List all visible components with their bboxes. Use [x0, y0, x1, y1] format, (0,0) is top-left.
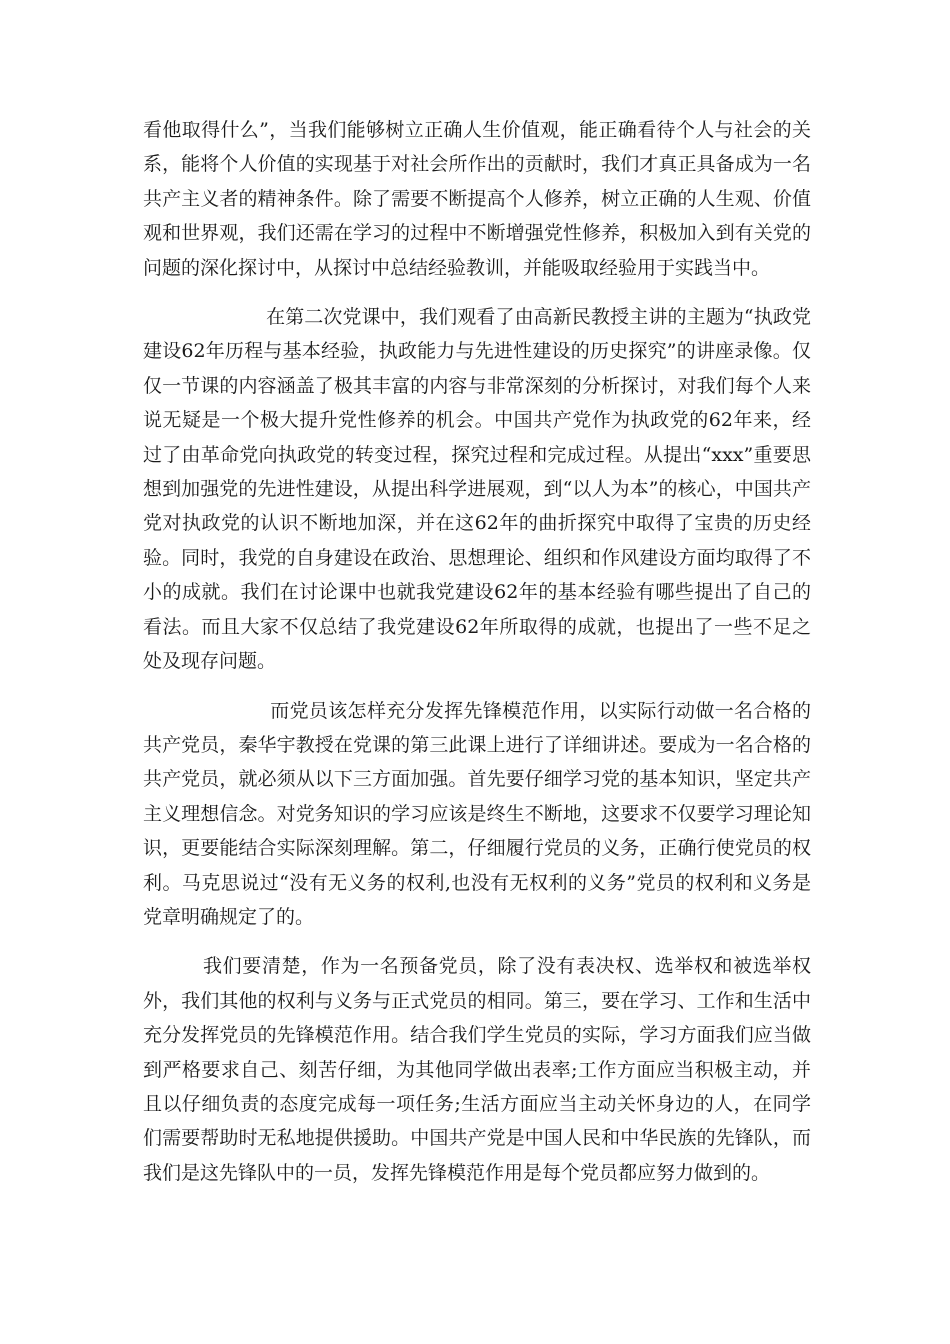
- document-page: [143, 113, 811, 1190]
- paragraph-3: 而党员该怎样充分发挥先锋模范作用，以实际行动做一名合格的共产党员，秦华宇教授在党课的第三此课上进行了详细讲述。要成为一名合格的共产党员，就必须从以下三方面加强。首先要仔细学习党的基本知识，坚定共产主义理想信念。对党务知识的学习应该是终生不断地，这要求不仅要学习理论知识，更要能结合实际深刻理解。第二，仔细履行党员的义务，正确行使党员的权利。马克思说过“没有无义务的权利,也没有无权利的义务”党员的权利和义务是党章明确规定了的。: [143, 699, 811, 928]
- paragraph-2: 在第二次党课中，我们观看了由高新民教授主讲的主题为“执政党建设62年历程与基本经验，执政能力与先进性建设的历史探究”的讲座录像。仅仅一节课的内容涵盖了极其丰富的内容与非常深刻的分析探讨，对我们每个人来说无疑是一个极大提升党性修养的机会。中国共产党作为执政党的62年来，经过了由革命党向执政党的转变过程，探究过程和完成过程。从提出“xxx”重要思想到加强党的先进性建设，从提出科学进展观，到“以人为本”的核心，中国共产党对执政党的认识不断地加深，并在这62年的曲折探究中取得了宝贵的历史经验。同时，我党的自身建设在政治、思想理论、组织和作风建设方面均取得了不小的成就。我们在讨论课中也就我党建设62年的基本经验有哪些提出了自己的看法。而且大家不仅总结了我党建设62年所取得的成就，也提出了一些不足之处及现存问题。: [143, 306, 811, 673]
- paragraph-1: 看他取得什么”，当我们能够树立正确人生价值观，能正确看待个人与社会的关系，能将个人价值的实现基于对社会所作出的贡献时，我们才真正具备成为一名共产主义者的精神条件。除了需要不断提高个人修养，树立正确的人生观、价值观和世界观，我们还需在学习的过程中不断增强党性修养，积极加入到有关党的问题的深化探讨中，从探讨中总结经验教训，并能吸取经验用于实践当中。: [143, 119, 811, 279]
- paragraph-4: 我们要清楚，作为一名预备党员，除了没有表决权、选举权和被选举权外，我们其他的权利与义务与正式党员的相同。第三，要在学习、工作和生活中充分发挥党员的先锋模范作用。结合我们学生党员的实际，学习方面我们应当做到严格要求自己、刻苦仔细，为其他同学做出表率;工作方面应当积极主动，并且以仔细负责的态度完成每一项任务;生活方面应当主动关怀身边的人，在同学们需要帮助时无私地提供援助。中国共产党是中国人民和中华民族的先锋队，而我们是这先锋队中的一员，发挥先锋模范作用是每个党员都应努力做到的。: [143, 955, 811, 1184]
